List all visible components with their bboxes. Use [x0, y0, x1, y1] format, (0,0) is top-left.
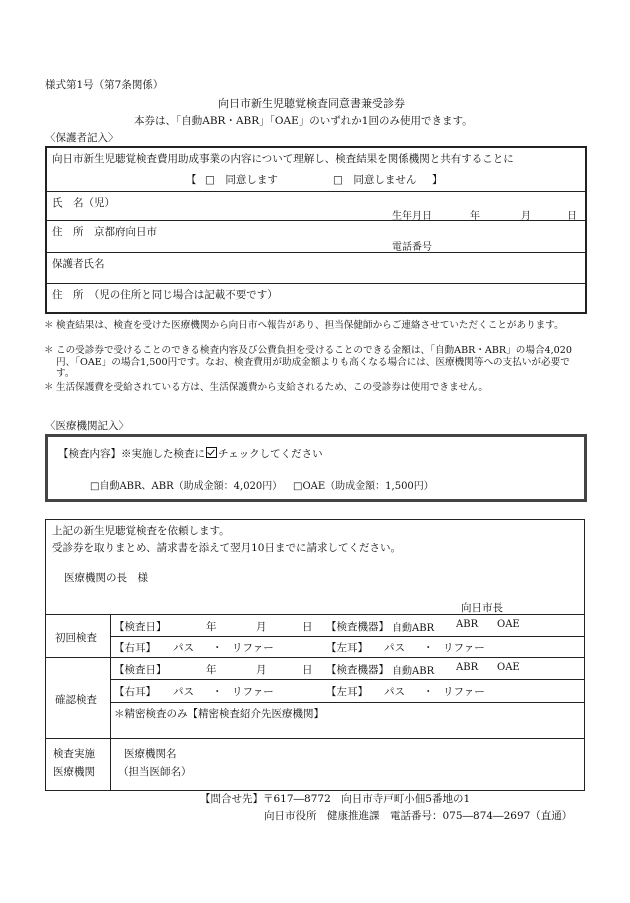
option-abr-checkbox[interactable]: □自動ABR、ABR（助成金額：4,020円） — [90, 481, 283, 492]
dob-year: 年 — [470, 211, 480, 222]
confirm-month: 月 — [256, 664, 267, 676]
consent-text: 向日市新生児聴覚検査費用助成事業の内容について理解し、検査結果を関係機関と共有することに — [52, 153, 514, 165]
confirm-right-ear-label: 【右耳】 — [114, 686, 156, 698]
facility-label-line2: 医療機関 — [53, 766, 95, 778]
precise-exam-note: ＊精密検査のみ【精密検査紹介先医療機関】 — [114, 708, 324, 720]
request-line-2: 受診券を取りまとめ、請求書を添えて翌月10日までに請求してください。 — [52, 542, 401, 554]
dob-label: 生年月日 — [392, 211, 432, 222]
initial-month: 月 — [256, 621, 267, 633]
exam-content-suffix: チェックしてください — [218, 448, 323, 460]
initial-device-auto-abr[interactable]: 自動ABR — [392, 623, 435, 634]
note-text: この受診券で受けることのできる検査内容及び公費負担を受けることのできる金額は、「自動ABR・ABR」の場合4,020円、「OAE」の場合1,500円です。なお、検査費用が助成金額よりも高くなる場合には、医療機関等への支払いが必要です。 — [56, 345, 572, 379]
initial-right-refer[interactable]: リファー — [232, 642, 274, 654]
separator-dot: ・ — [423, 642, 434, 654]
note-item — [44, 320, 586, 332]
initial-day: 日 — [302, 621, 313, 633]
page-subtitle: 本券は、「自動ABR・ABR」「OAE」のいずれか1回のみ使用できます。 — [134, 115, 473, 127]
agree-checkbox[interactable]: □ 同意します — [205, 174, 278, 186]
divider — [45, 614, 585, 615]
confirm-exam-date-label: 【検査日】 — [114, 664, 167, 676]
initial-device-oae[interactable]: OAE — [497, 619, 520, 630]
note-item — [44, 345, 586, 380]
confirm-device-label: 【検査機器】 — [326, 664, 389, 676]
exam-content-instruction — [58, 446, 323, 461]
confirm-device-auto-abr[interactable]: 自動ABR — [392, 666, 435, 677]
contact-line-2: 向日市役所 健康推進課 電話番号：075―874―2697（直通） — [264, 810, 573, 822]
divider — [45, 657, 585, 658]
divider — [110, 679, 585, 680]
confirm-year: 年 — [206, 664, 217, 676]
medical-section-heading: 〈医療機関記入〉 — [45, 420, 129, 432]
option-oae-checkbox[interactable]: □OAE（助成金額：1,500円） — [293, 481, 434, 492]
form-number: 様式第1号（第7条関係） — [45, 79, 164, 91]
address-label: 住 所 京都府向日市 — [52, 226, 157, 238]
confirm-left-ear-label: 【左耳】 — [326, 686, 368, 698]
facility-name-label: 医療機関名 — [124, 748, 177, 760]
note-mark: ＊ — [44, 320, 54, 331]
dob-month: 月 — [521, 211, 531, 222]
confirm-day: 日 — [302, 664, 313, 676]
initial-exam-date-label: 【検査日】 — [114, 621, 167, 633]
initial-left-refer[interactable]: リファー — [443, 642, 485, 654]
confirm-right-refer[interactable]: リファー — [232, 686, 274, 698]
page-title: 向日市新生児聴覚検査同意書兼受診券 — [218, 97, 405, 110]
dob-day: 日 — [567, 211, 577, 222]
separator-dot: ・ — [212, 642, 223, 654]
facility-label-line1: 検査実施 — [53, 748, 95, 760]
divider — [45, 738, 585, 739]
divider — [47, 283, 585, 284]
initial-year: 年 — [206, 621, 217, 633]
divider — [110, 702, 585, 703]
note-text: 生活保護費を受給されている方は、生活保護費から支給されるため、この受診券は使用できません。 — [56, 382, 488, 393]
confirm-right-pass[interactable]: パス — [173, 686, 194, 698]
note-item — [44, 382, 586, 394]
phone-label: 電話番号 — [392, 242, 432, 253]
confirm-device-abr[interactable]: ABR — [456, 662, 479, 673]
request-line-1: 上記の新生児聴覚検査を依頼します。 — [52, 525, 230, 537]
initial-right-pass[interactable]: パス — [173, 642, 194, 654]
guardian-section-heading: 〈保護者記入〉 — [45, 132, 119, 144]
divider — [110, 636, 585, 637]
addressee: 医療機関の長 様 — [64, 572, 148, 584]
initial-device-abr[interactable]: ABR — [456, 619, 479, 630]
guardian-name-label: 保護者氏名 — [52, 258, 105, 270]
divider — [47, 220, 585, 221]
sender: 向日市長 — [461, 602, 503, 614]
checked-box-icon — [206, 447, 217, 458]
consent-open-bracket: 【 — [186, 174, 197, 186]
initial-left-pass[interactable]: パス — [384, 642, 405, 654]
guardian-address-label: 住 所 （児の住所と同じ場合は記載不要です） — [52, 289, 278, 301]
divider — [47, 191, 585, 192]
initial-right-ear-label: 【右耳】 — [114, 642, 156, 654]
initial-device-label: 【検査機器】 — [326, 621, 389, 633]
confirm-left-pass[interactable]: パス — [384, 686, 405, 698]
divider — [110, 614, 111, 791]
divider — [47, 252, 585, 253]
consent-close-bracket: 】 — [432, 174, 443, 186]
note-mark: ＊ — [44, 382, 54, 393]
contact-line-1: 【問合せ先】〒617―8772 向日市寺戸町小佃5番地の1 — [200, 793, 471, 805]
confirm-device-oae[interactable]: OAE — [497, 662, 520, 673]
note-mark: ＊ — [44, 345, 54, 356]
disagree-checkbox[interactable]: □ 同意しません — [333, 174, 417, 186]
exam-content-prefix: 【検査内容】※実施した検査に — [58, 448, 205, 460]
child-name-label: 氏 名（児） — [52, 197, 115, 209]
separator-dot: ・ — [423, 686, 434, 698]
separator-dot: ・ — [212, 686, 223, 698]
initial-exam-label: 初回検査 — [55, 632, 97, 644]
confirm-exam-label: 確認検査 — [55, 694, 97, 706]
note-text: 検査結果は、検査を受けた医療機関から向日市へ報告があり、担当保健師からご連絡させていただくことがあります。 — [56, 320, 564, 331]
doctor-name-label: （担当医師名） — [118, 766, 192, 778]
confirm-left-refer[interactable]: リファー — [443, 686, 485, 698]
initial-left-ear-label: 【左耳】 — [326, 642, 368, 654]
